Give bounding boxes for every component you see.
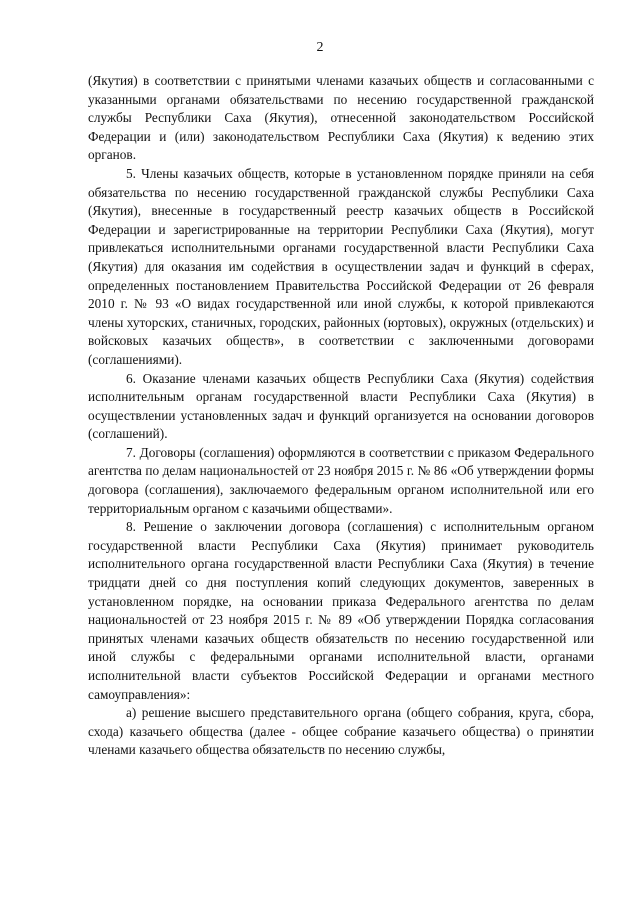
paragraph-item-5: 5. Члены казачьих обществ, которые в установленном порядке приняли на себя обязательства по несению государственной гражданской службы Республики Саха (Якутия), внесенные в государственный реестр казачьих обществ в Российской Федерации и зарегистрированные на территории Республики Саха (Якутия), могут привлекаться исполнительными органами государственной власти Республики Саха (Якутия) для оказания им содействия в осуществлении задач и функций в сферах, определенных постановлением Правительства Российской Федерации от 26 февраля 2010 г. № 93 «О видах государственной или иной службы, к которой привлекаются члены хуторских, станичных, городских, районных (юртовых), окружных (отдельских) и войсковых казачьих обществ», в соответствии с заключенными договорами (соглашениями).	[88, 165, 594, 367]
paragraph-item-6: 6. Оказание членами казачьих обществ Республики Саха (Якутия) содействия исполнительным органам государственной власти Республики Саха (Якутия) в осуществлении установленных задач и функций организуется на основании договоров (соглашений).	[88, 370, 594, 442]
paragraph-item-8a: а) решение высшего представительного органа (общего собрания, круга, сбора, схода) казачьего общества (далее - общее собрание казачьего общества) о принятии членами казачьего общества обязательств по несению службы,	[88, 705, 594, 758]
paragraph-continuation: (Якутия) в соответствии с принятыми членами казачьих обществ и согласованными с указанными органами обязательствами по несению государственной гражданской службы Республики Саха (Якутия), отнесенной законодательством Российской Федерации и (или) законодательством Республики Саха (Якутия) к ведению этих органов.	[88, 73, 594, 163]
page-number: 2	[316, 40, 324, 55]
paragraph-item-8: 8. Решение о заключении договора (соглашения) с исполнительным органом государственной власти Республики Саха (Якутия) принимает руководитель исполнительного органа государственной власти Республики Саха (Якутия) в течение тридцати дней со дня поступления копий следующих документов, заверенных в установленном порядке, на основании приказа Федерального агентства по делам национальностей от 23 ноября 2015 г. № 89 «Об утверждении Порядка согласования принятых членами казачьих обществ обязательств по несению государственной или иной службы с федеральными органами исполнительной власти, органами исполнительной власти субъектов Российской Федерации и органами местного самоуправления»:	[88, 519, 594, 702]
document-body	[88, 72, 594, 760]
paragraph-item-7: 7. Договоры (соглашения) оформляются в соответствии с приказом Федерального агентства по делам национальностей от 23 ноября 2015 г. № 86 «Об утверждении формы договора (соглашения), заключаемого федеральным органом исполнительной или его территориальным органом с казачьими обществами».	[88, 444, 594, 516]
